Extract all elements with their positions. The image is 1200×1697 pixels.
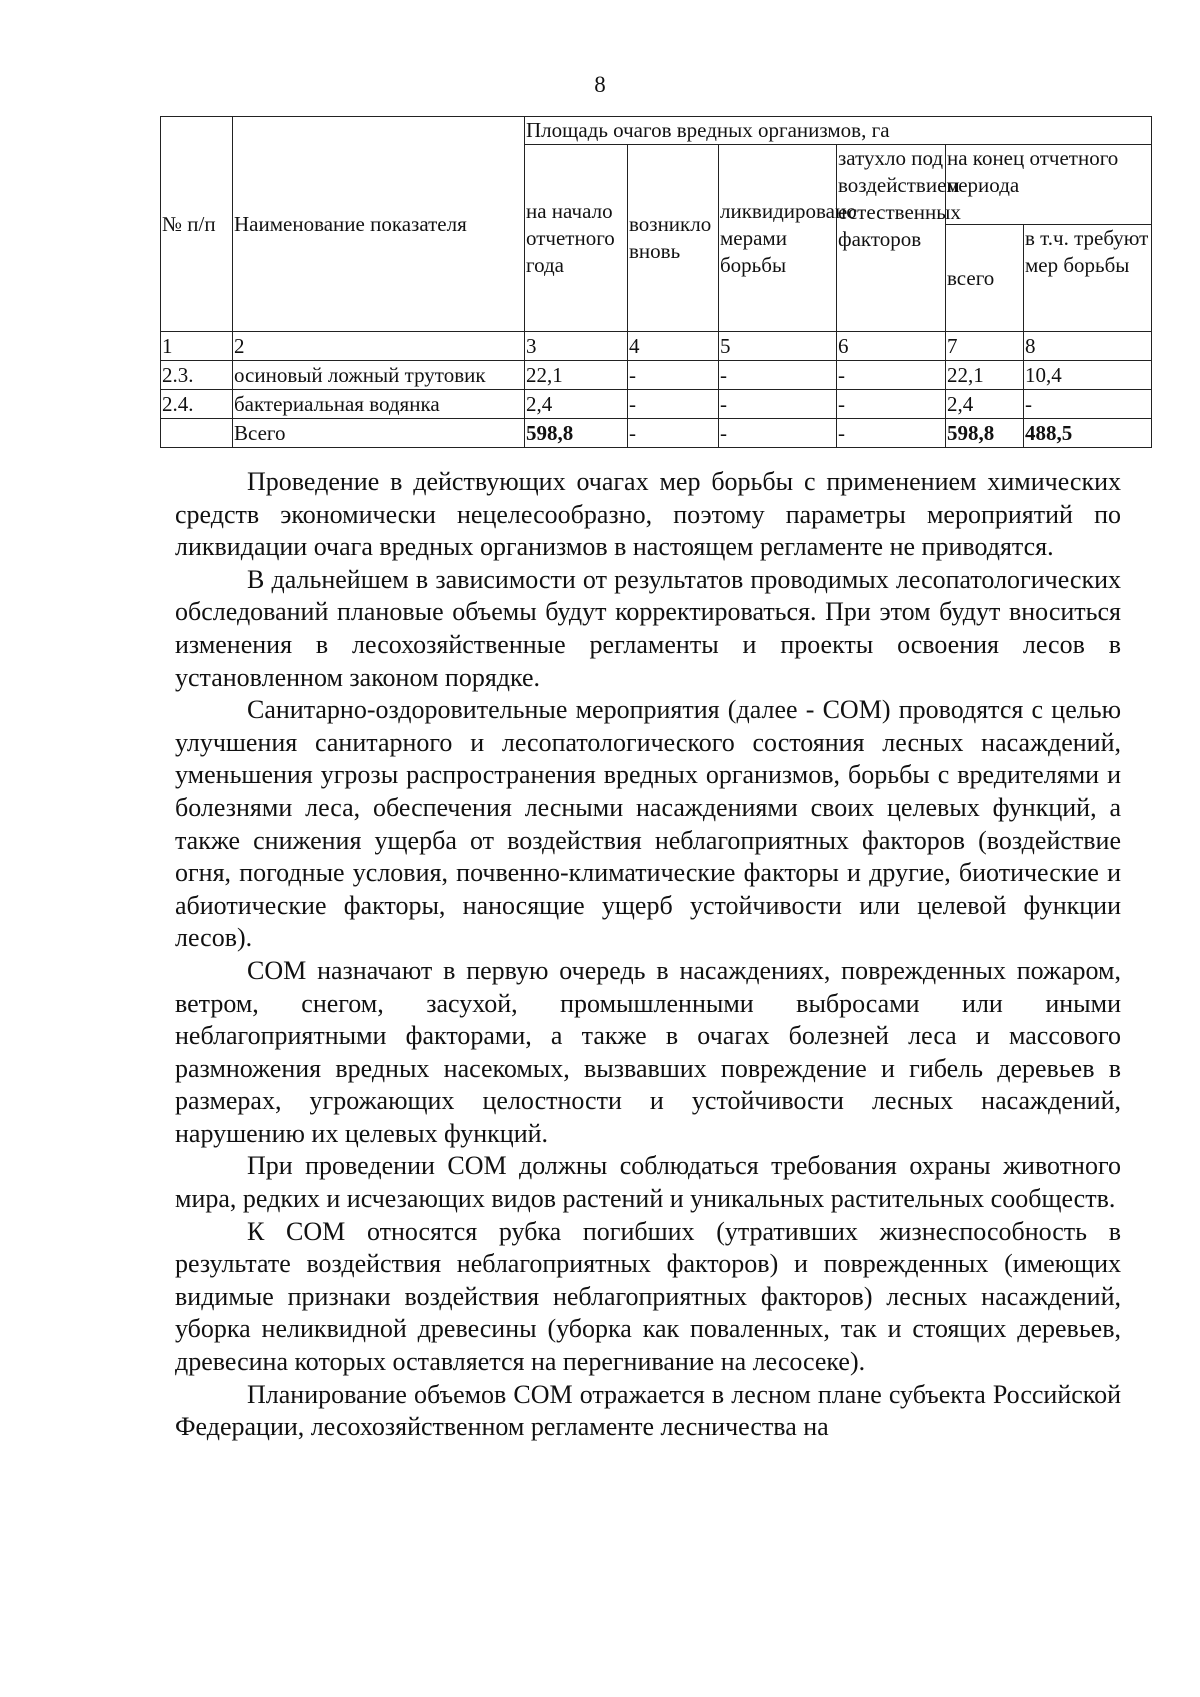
paragraph: При проведении СОМ должны соблюдаться требования охраны животного мира, редких и исчезающих видов растений и уникальных растительных сообществ. <box>175 1151 1121 1214</box>
table-cell: - <box>628 361 719 390</box>
table-row <box>161 390 1152 419</box>
table-cell: 8 <box>1024 332 1152 361</box>
table-cell: 2.4. <box>161 390 233 419</box>
table-cell: - <box>719 390 837 419</box>
table-cell: - <box>1024 390 1152 419</box>
table-cell: - <box>837 390 946 419</box>
page-number: 8 <box>594 72 606 97</box>
table-cell: - <box>719 361 837 390</box>
pest-area-table <box>160 116 1152 448</box>
table-cell <box>161 419 233 448</box>
table-cell: бактериальная водянка <box>233 390 525 419</box>
paragraph: Санитарно-оздоровительные мероприятия (далее - СОМ) проводятся с целью улучшения санитарного и лесопатологического состояния лесных насаждений, уменьшения угрозы распространения вредных организмов, борьбы с вредителями и болезнями леса, обеспечения лесными насаждениями своих целевых функций, а также снижения ущерба от воздействия неблагоприятных факторов (воздействие огня, погодные условия, почвенно-климатические факторы и другие, биотические и абиотические факторы, наносящие ущерб устойчивости или целевой функции лесов). <box>175 695 1121 953</box>
table-cell: Всего <box>233 419 525 448</box>
paragraph: Проведение в действующих очагах мер борьбы с применением химических средств экономически нецелесообразно, поэтому параметры мероприятий по ликвидации очага вредных организмов в настоящем регламенте не приводятся. <box>175 467 1121 562</box>
table-cell: 4 <box>628 332 719 361</box>
table-cell: - <box>837 361 946 390</box>
table-cell: - <box>719 419 837 448</box>
table-cell: 10,4 <box>1024 361 1152 390</box>
paragraph: В дальнейшем в зависимости от результатов проводимых лесопатологических обследований плановые объемы будут корректироваться. При этом будут вноситься изменения в лесохозяйственные регламенты и проекты освоения лесов в установленном законом порядке. <box>175 564 1121 692</box>
table-cell: 2.3. <box>161 361 233 390</box>
table-cell: 22,1 <box>525 361 628 390</box>
header-start-of-year: на начало отчетного года <box>525 145 628 332</box>
table-cell: 7 <box>946 332 1024 361</box>
table-row <box>161 361 1152 390</box>
table-cell: 6 <box>837 332 946 361</box>
header-liquidated: ликвидировано мерами борьбы <box>719 145 837 332</box>
table-cell: 598,8 <box>946 419 1024 448</box>
paragraph: Планирование объемов СОМ отражается в лесном плане субъекта Российской Федерации, лесохозяйственном регламенте лесничества на <box>175 1379 1121 1442</box>
table-cell: - <box>628 390 719 419</box>
header-total: всего <box>946 225 1024 332</box>
table-index-row <box>161 332 1152 361</box>
body-text <box>175 466 1121 1444</box>
table-cell: - <box>628 419 719 448</box>
header-pest-area: Площадь очагов вредных организмов, га <box>525 117 1152 145</box>
table-total-row <box>161 419 1152 448</box>
header-require-control: в т.ч. требуют мер борьбы <box>1024 225 1152 332</box>
table-cell: 1 <box>161 332 233 361</box>
table-cell: 5 <box>719 332 837 361</box>
header-end-of-period: на конец отчетного периода <box>946 145 1152 225</box>
header-indicator-name: Наименование показателя <box>233 117 525 332</box>
header-extinct-naturally: затухло под воздействием естественных факторов <box>837 145 946 332</box>
table-cell: - <box>837 419 946 448</box>
table-cell: 2 <box>233 332 525 361</box>
table-cell: 2,4 <box>525 390 628 419</box>
table-cell: 3 <box>525 332 628 361</box>
paragraph: СОМ назначают в первую очередь в насаждениях, поврежденных пожаром, ветром, снегом, засухой, промышленными выбросами или иными неблагоприятными факторами, а также в очагах болезней леса и массового размножения вредных насекомых, вызвавших повреждение и гибель деревьев в размерах, угрожающих целостности и устойчивости лесных насаждений, нарушению их целевых функций. <box>175 955 1121 1148</box>
table-cell: 2,4 <box>946 390 1024 419</box>
header-newly-emerged: возникло вновь <box>628 145 719 332</box>
table-cell: 22,1 <box>946 361 1024 390</box>
paragraph: К СОМ относятся рубка погибших (утративших жизнеспособность в результате воздействия неблагоприятных факторов) и поврежденных (имеющих видимые признаки воздействия неблагоприятных факторов) лесных насаждений, уборка неликвидной древесины (уборка как поваленных, так и стоящих деревьев, древесина которых оставляется на перегнивание на лесосеке). <box>175 1216 1121 1377</box>
header-num: № п/п <box>161 117 233 332</box>
table-cell: 488,5 <box>1024 419 1152 448</box>
table-cell: 598,8 <box>525 419 628 448</box>
table-cell: осиновый ложный трутовик <box>233 361 525 390</box>
